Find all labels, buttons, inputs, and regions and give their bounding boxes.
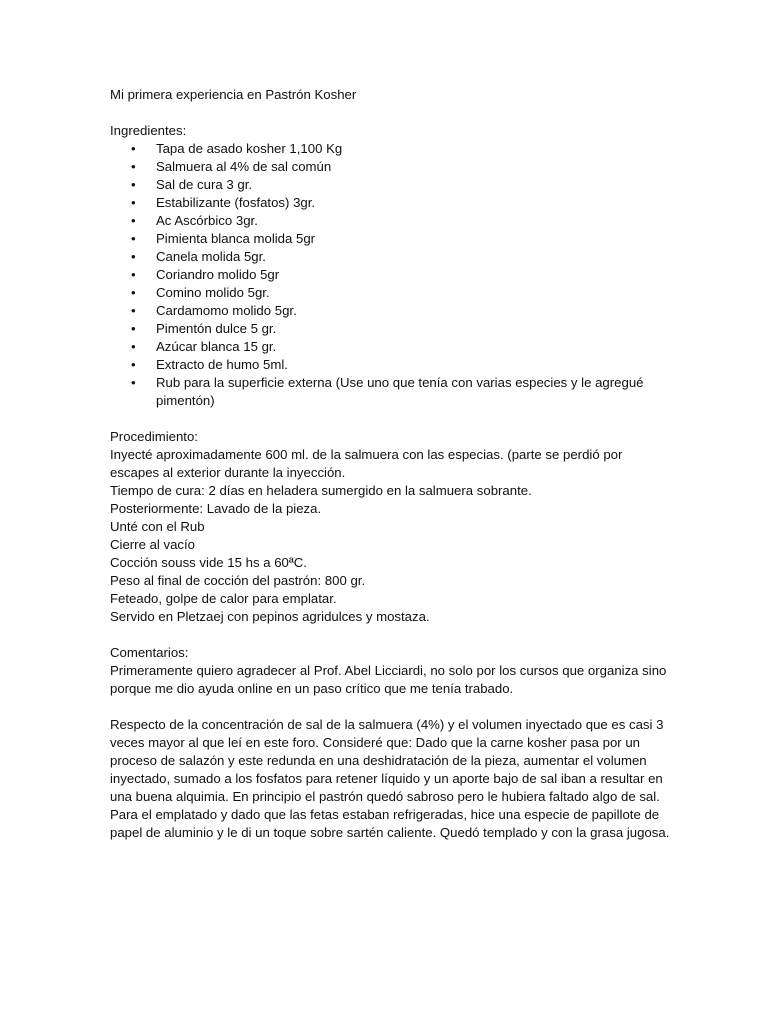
ingredient-text: Cardamomo molido 5gr. bbox=[156, 303, 297, 318]
bullet-icon: • bbox=[131, 339, 136, 354]
bullet-icon: • bbox=[131, 159, 136, 174]
procedure-section bbox=[110, 428, 670, 626]
document-title: Mi primera experiencia en Pastrón Kosher bbox=[110, 87, 357, 102]
list-item bbox=[110, 176, 670, 194]
list-item bbox=[110, 212, 670, 230]
comment-paragraph: Para el emplatado y dado que las fetas estaban refrigeradas, hice una especie de papillote de papel de aluminio y le di un toque sobre sartén caliente. Quedó templado y con la grasa jugosa. bbox=[110, 807, 670, 840]
bullet-icon: • bbox=[131, 141, 136, 156]
bullet-icon: • bbox=[131, 195, 136, 210]
ingredient-text: Salmuera al 4% de sal común bbox=[156, 159, 332, 174]
procedure-heading: Procedimiento: bbox=[110, 429, 198, 444]
comments-heading: Comentarios: bbox=[110, 645, 189, 660]
list-item bbox=[110, 320, 670, 338]
list-item bbox=[110, 230, 670, 248]
ingredients-section bbox=[110, 122, 670, 410]
procedure-line: Unté con el Rub bbox=[110, 519, 205, 534]
bullet-icon: • bbox=[131, 267, 136, 282]
document-page bbox=[110, 86, 670, 842]
list-item bbox=[110, 302, 670, 320]
ingredient-text: Pimienta blanca molida 5gr bbox=[156, 231, 316, 246]
ingredient-text: Pimentón dulce 5 gr. bbox=[156, 321, 277, 336]
list-item bbox=[110, 140, 670, 158]
ingredient-text: Coriandro molido 5gr bbox=[156, 267, 280, 282]
bullet-icon: • bbox=[131, 285, 136, 300]
ingredient-text: Estabilizante (fosfatos) 3gr. bbox=[156, 195, 316, 210]
comment-paragraph: Primeramente quiero agradecer al Prof. Abel Licciardi, no solo por los cursos que organiza sino porque me dio ayuda online en un paso crítico que me tenía trabado. bbox=[110, 663, 667, 696]
ingredients-heading: Ingredientes: bbox=[110, 123, 187, 138]
list-item bbox=[110, 194, 670, 212]
ingredient-text: Ac Ascórbico 3gr. bbox=[156, 213, 258, 228]
procedure-line: Servido en Pletzaej con pepinos agridulces y mostaza. bbox=[110, 609, 430, 624]
comments-section bbox=[110, 644, 670, 842]
list-item bbox=[110, 248, 670, 266]
list-item bbox=[110, 338, 670, 356]
ingredient-text: Rub para la superficie externa (Use uno que tenía con varias especies y le agregué pimentón) bbox=[156, 375, 644, 408]
procedure-line: Cierre al vacío bbox=[110, 537, 196, 552]
list-item bbox=[110, 356, 670, 374]
ingredient-text: Sal de cura 3 gr. bbox=[156, 177, 253, 192]
bullet-icon: • bbox=[131, 303, 136, 318]
ingredients-list bbox=[110, 140, 670, 410]
ingredient-text: Tapa de asado kosher 1,100 Kg bbox=[156, 141, 343, 156]
ingredient-text: Extracto de humo 5ml. bbox=[156, 357, 288, 372]
comment-paragraph: Respecto de la concentración de sal de la salmuera (4%) y el volumen inyectado que es casi 3 veces mayor al que leí en este foro. Consideré que: Dado que la carne kosher pasa por un proceso de salazón y este redunda en una deshidratación de la pieza, aumentar el volumen inyectado, sumado a los fosfatos para retener líquido y un aporte bajo de sal iban a resultar en una buena alquimia. En principio el pastrón quedó sabroso pero le hubiera faltado algo de sal. bbox=[110, 717, 664, 804]
procedure-line: Feteado, golpe de calor para emplatar. bbox=[110, 591, 337, 606]
ingredient-text: Canela molida 5gr. bbox=[156, 249, 266, 264]
procedure-line: Inyecté aproximadamente 600 ml. de la salmuera con las especias. (parte se perdió por escapes al exterior durante la inyección. bbox=[110, 447, 623, 480]
list-item bbox=[110, 374, 670, 410]
procedure-line: Posteriormente: Lavado de la pieza. bbox=[110, 501, 322, 516]
ingredient-text: Comino molido 5gr. bbox=[156, 285, 270, 300]
bullet-icon: • bbox=[131, 357, 136, 372]
bullet-icon: • bbox=[131, 321, 136, 336]
bullet-icon: • bbox=[131, 375, 136, 390]
bullet-icon: • bbox=[131, 213, 136, 228]
list-item bbox=[110, 284, 670, 302]
procedure-line: Tiempo de cura: 2 días en heladera sumergido en la salmuera sobrante. bbox=[110, 483, 532, 498]
procedure-line: Cocción souss vide 15 hs a 60ªC. bbox=[110, 555, 307, 570]
bullet-icon: • bbox=[131, 249, 136, 264]
bullet-icon: • bbox=[131, 177, 136, 192]
ingredient-text: Azúcar blanca 15 gr. bbox=[156, 339, 277, 354]
bullet-icon: • bbox=[131, 231, 136, 246]
procedure-line: Peso al final de cocción del pastrón: 800 gr. bbox=[110, 573, 366, 588]
list-item bbox=[110, 158, 670, 176]
list-item bbox=[110, 266, 670, 284]
